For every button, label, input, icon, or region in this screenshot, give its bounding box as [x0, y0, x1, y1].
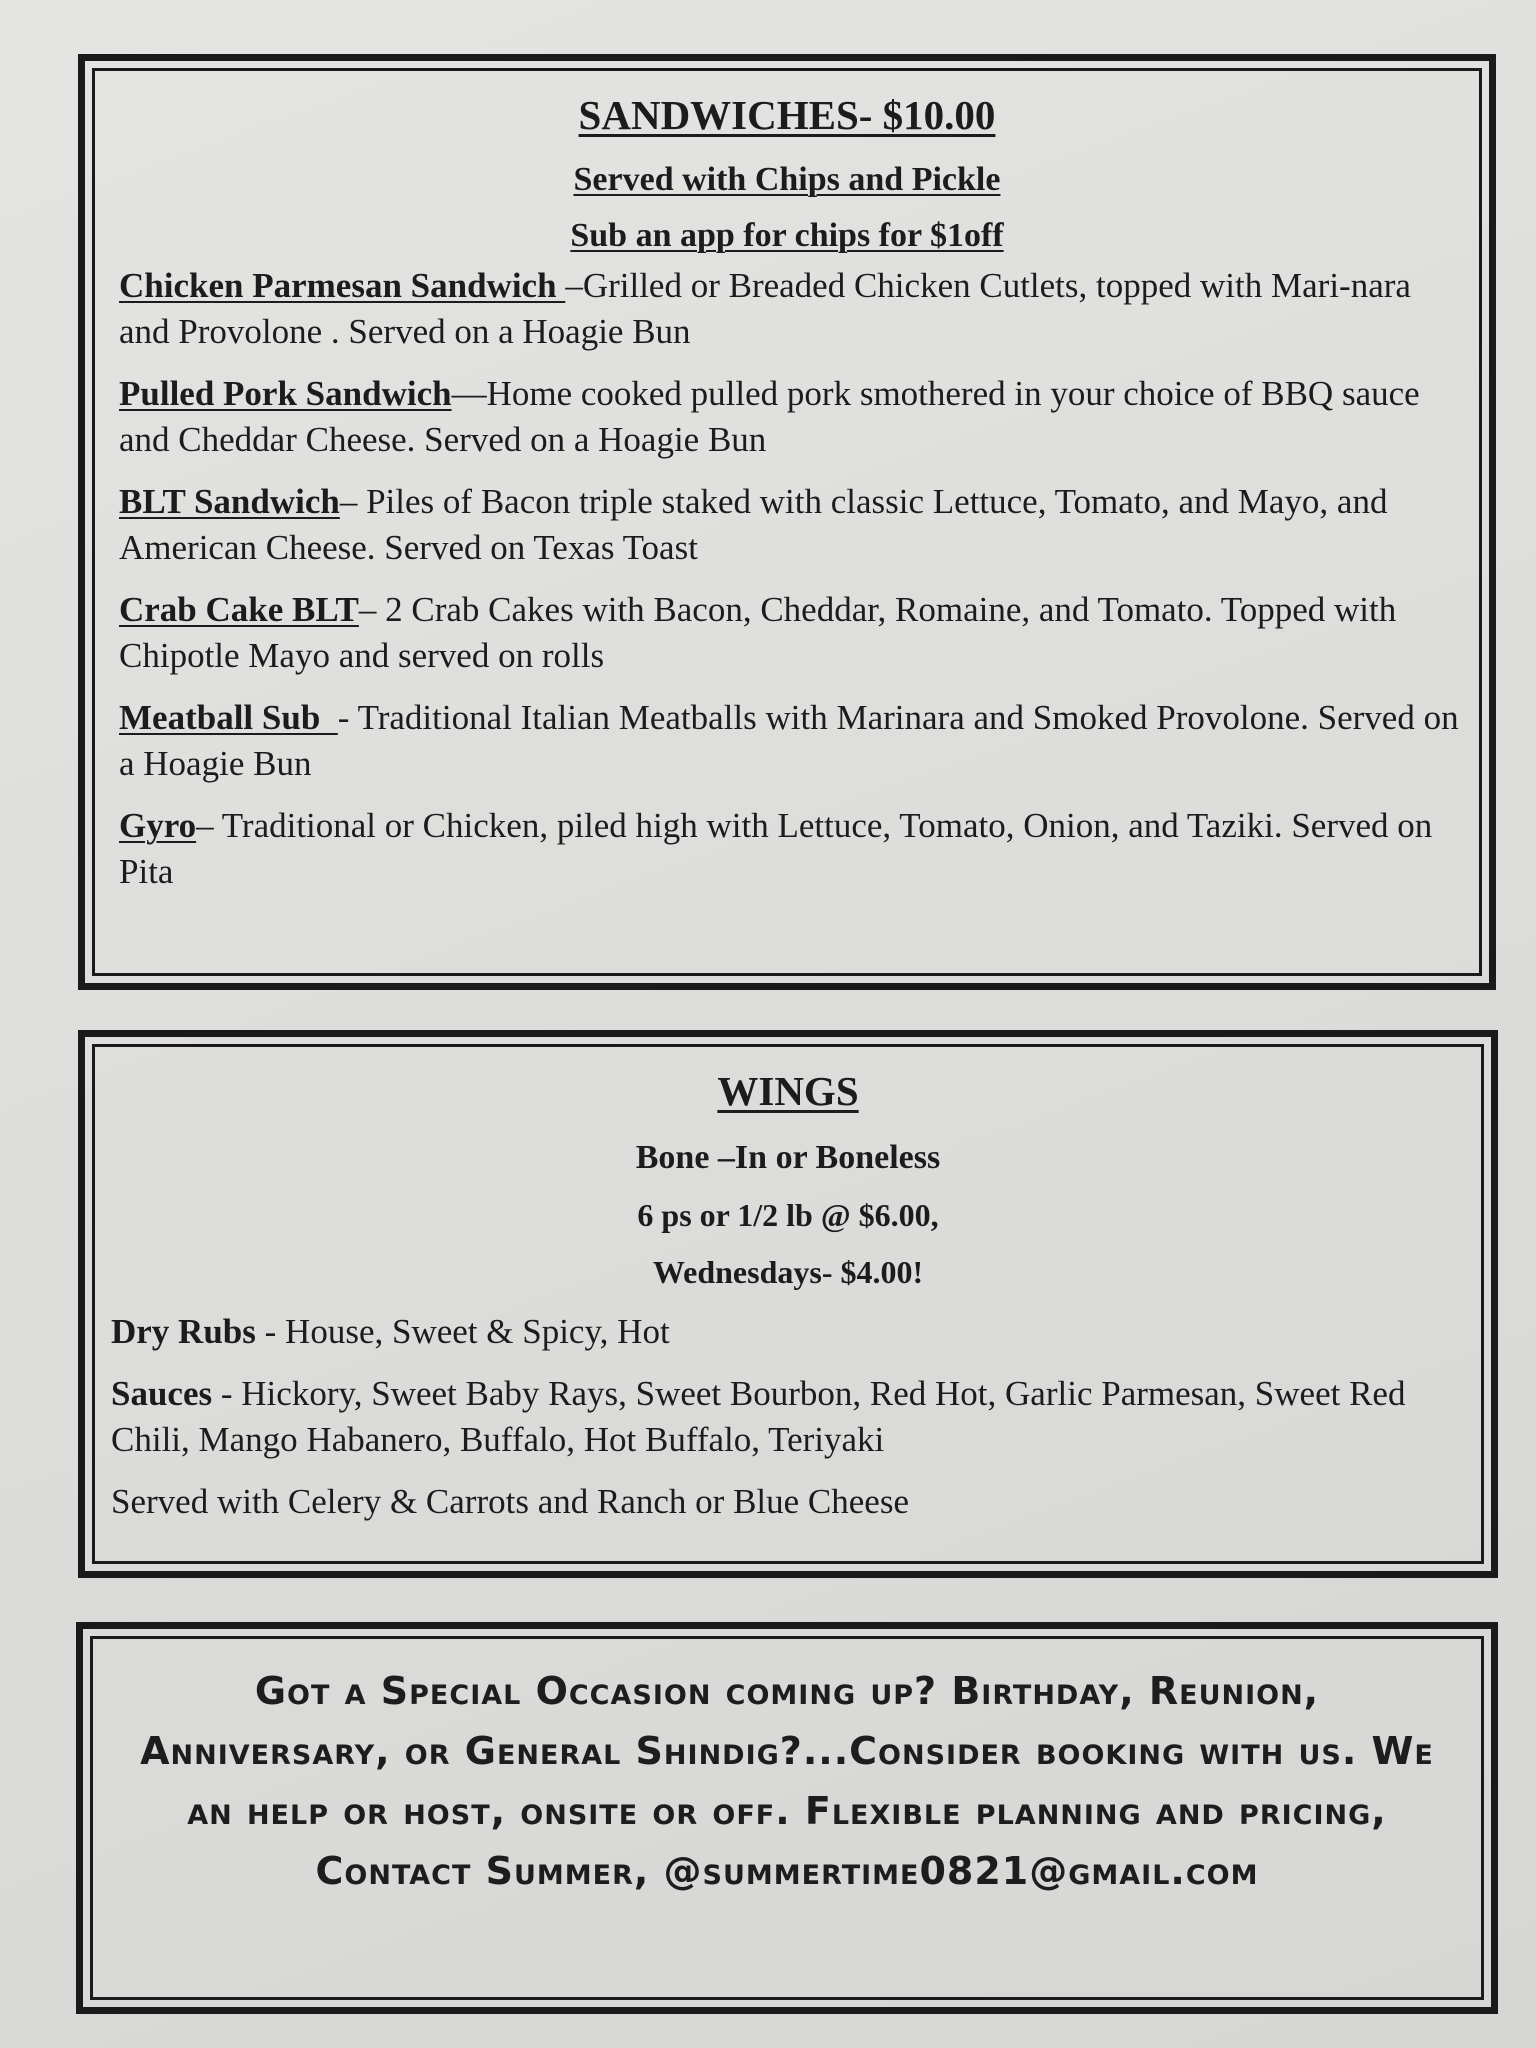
sandwich-item-pulled-pork	[119, 371, 1459, 463]
dry-rubs-list: - House, Sweet & Spicy, Hot	[255, 1312, 670, 1351]
wings-price: 6 ps or 1/2 lb @ $6.00,	[637, 1197, 939, 1233]
sandwich-item-blt	[119, 479, 1459, 571]
sandwich-item-chicken-parmesan	[119, 263, 1459, 355]
sandwiches-title: SANDWICHES- $10.00	[578, 92, 996, 138]
wings-style: Bone –In or Boneless	[635, 1139, 941, 1176]
sandwiches-subtitle-chips: Served with Chips and Pickle	[573, 161, 1001, 198]
dry-rubs-label: Dry Rubs	[111, 1312, 256, 1351]
sandwich-item-meatball-sub	[119, 695, 1459, 787]
sandwich-name: Meatball Sub	[119, 698, 338, 737]
sandwich-name: Chicken Parmesan Sandwich	[119, 266, 566, 305]
sandwich-description: – Traditional or Chicken, piled high with Lettuce, Tomato, Onion, and Taziki. Served on Pita	[119, 806, 1433, 891]
special-inner-border	[90, 1636, 1484, 2000]
sauces-list: - Hickory, Sweet Baby Rays, Sweet Bourbon, Red Hot, Garlic Parmesan, Sweet Red Chili, Mango Habanero, Buffalo, Hot Buffalo, Teriyaki	[111, 1374, 1406, 1459]
sandwich-item-crab-cake-blt	[119, 587, 1459, 679]
wings-section	[78, 1030, 1498, 1578]
wings-title: WINGS	[717, 1068, 859, 1114]
sandwich-description: - Traditional Italian Meatballs with Marinara and Smoked Provolone. Served on a Hoagie Bun	[119, 698, 1459, 783]
sandwich-name: Gyro	[119, 806, 197, 845]
special-occasion-section	[76, 1622, 1498, 2014]
wings-wednesday-price: Wednesdays- $4.00!	[652, 1254, 924, 1290]
wings-dry-rubs	[111, 1309, 1467, 1355]
sandwiches-section	[78, 54, 1496, 990]
sandwich-description: – 2 Crab Cakes with Bacon, Cheddar, Romaine, and Tomato. Topped with Chipotle Mayo and served on rolls	[119, 590, 1397, 675]
sandwich-list	[119, 263, 1459, 911]
sauces-label: Sauces	[111, 1374, 213, 1413]
wings-served-with: Served with Celery & Carrots and Ranch or Blue Cheese	[111, 1482, 909, 1521]
sandwich-name: Crab Cake BLT	[119, 590, 359, 629]
sandwich-description: –Grilled or Breaded Chicken Cutlets, topped with Mari-nara and Provolone . Served on a Hoagie Bun	[119, 266, 1411, 351]
sandwiches-inner-border	[92, 68, 1482, 976]
sandwich-item-gyro	[119, 803, 1459, 895]
sandwiches-subtitle-sub-app: Sub an app for chips for $1off	[570, 217, 1004, 254]
sandwich-description: —Home cooked pulled pork smothered in your choice of BBQ sauce and Cheddar Cheese. Served on a Hoagie Bun	[119, 374, 1420, 459]
sandwich-name: Pulled Pork Sandwich	[119, 374, 452, 413]
wings-sauces	[111, 1371, 1467, 1463]
wings-details	[111, 1309, 1467, 1541]
wings-inner-border	[92, 1044, 1484, 1564]
sandwich-name: BLT Sandwich	[119, 482, 340, 521]
sandwich-description: – Piles of Bacon triple staked with classic Lettuce, Tomato, and Mayo, and American Cheese. Served on Texas Toast	[119, 482, 1388, 567]
special-occasion-text: Got a Special Occasion coming up? Birthday, Reunion, Anniversary, or General Shindig?...Consider booking with us. We an help or host, onsite or off. Flexible planning and pricing, Contact Summer, @summertime0821@gmail.com	[140, 1669, 1434, 1893]
